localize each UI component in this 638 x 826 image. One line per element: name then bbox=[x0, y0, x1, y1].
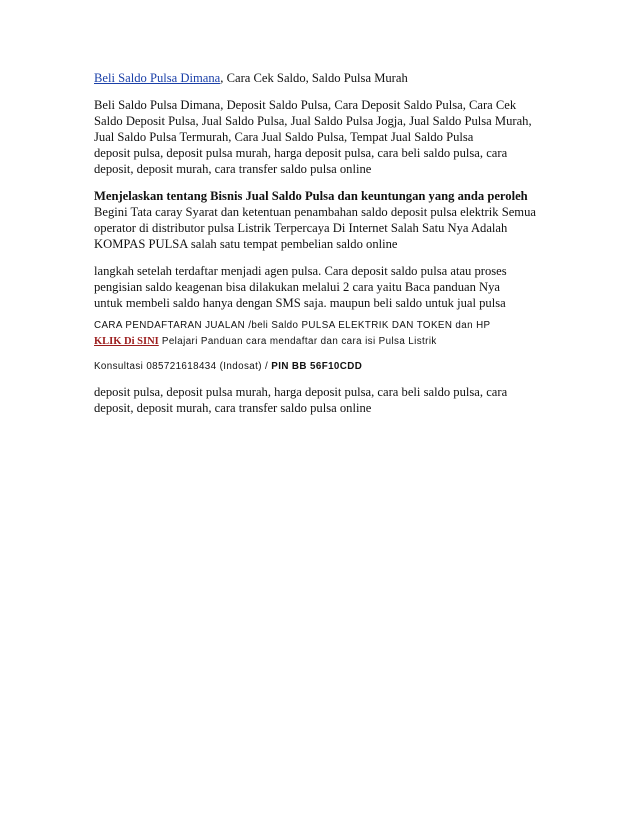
intro-rest: , Cara Cek Saldo, Saldo Pulsa Murah bbox=[220, 71, 408, 85]
footer-line: deposit, deposit murah, cara transfer saldo pulsa online bbox=[94, 401, 372, 415]
footer-paragraph bbox=[94, 384, 564, 416]
klik-line bbox=[94, 334, 564, 350]
keywords-line: deposit pulsa, deposit pulsa murah, harga deposit pulsa, cara beli saldo pulsa, cara bbox=[94, 146, 508, 160]
beli-saldo-link[interactable]: Beli Saldo Pulsa Dimana bbox=[94, 71, 221, 85]
keywords-paragraph bbox=[94, 97, 564, 177]
steps-paragraph bbox=[94, 263, 564, 311]
intro-line bbox=[94, 70, 564, 86]
section-paragraph bbox=[94, 188, 564, 252]
consult-prefix: Konsultasi 085721618434 (Indosat) / bbox=[94, 361, 272, 372]
keywords-line: deposit, deposit murah, cara transfer saldo pulsa online bbox=[94, 162, 372, 176]
section-line: KOMPAS PULSA salah satu tempat pembelian saldo online bbox=[94, 237, 398, 251]
registration-block bbox=[94, 318, 564, 350]
footer-line: deposit pulsa, deposit pulsa murah, harga deposit pulsa, cara beli saldo pulsa, cara bbox=[94, 385, 508, 399]
steps-line: untuk membeli saldo hanya dengan SMS saja. maupun beli saldo untuk jual pulsa bbox=[94, 296, 506, 310]
steps-line: langkah setelah terdaftar menjadi agen pulsa. Cara deposit saldo pulsa atau proses bbox=[94, 264, 507, 278]
keywords-line: Jual Saldo Pulsa Termurah, Cara Jual Saldo Pulsa, Tempat Jual Saldo Pulsa bbox=[94, 130, 474, 144]
steps-line: pengisian saldo keagenan bisa dilakukan melalui 2 cara yaitu Baca panduan Nya bbox=[94, 280, 501, 294]
pin-bb: PIN BB 56F10CDD bbox=[271, 361, 363, 372]
registration-line: CARA PENDAFTARAN JUALAN /beli Saldo PULSA ELEKTRIK DAN TOKEN dan HP bbox=[94, 320, 491, 331]
klik-di-sini-link[interactable]: KLIK Di SINI bbox=[94, 336, 159, 347]
keywords-line: Beli Saldo Pulsa Dimana, Deposit Saldo Pulsa, Cara Deposit Saldo Pulsa, Cara Cek bbox=[94, 98, 517, 112]
document-body bbox=[94, 70, 564, 416]
section-heading: Menjelaskan tentang Bisnis Jual Saldo Pulsa dan keuntungan yang anda peroleh bbox=[94, 189, 528, 203]
consult-line bbox=[94, 359, 564, 375]
section-line: Begini Tata caray Syarat dan ketentuan penambahan saldo deposit pulsa elektrik Semua bbox=[94, 205, 536, 219]
keywords-line: Saldo Deposit Pulsa, Jual Saldo Pulsa, Jual Saldo Pulsa Jogja, Jual Saldo Pulsa Murah, bbox=[94, 114, 532, 128]
klik-rest: Pelajari Panduan cara mendaftar dan cara isi Pulsa Listrik bbox=[158, 336, 437, 347]
section-line: operator di distributor pulsa Listrik Terpercaya Di Internet Salah Satu Nya Adalah bbox=[94, 221, 508, 235]
